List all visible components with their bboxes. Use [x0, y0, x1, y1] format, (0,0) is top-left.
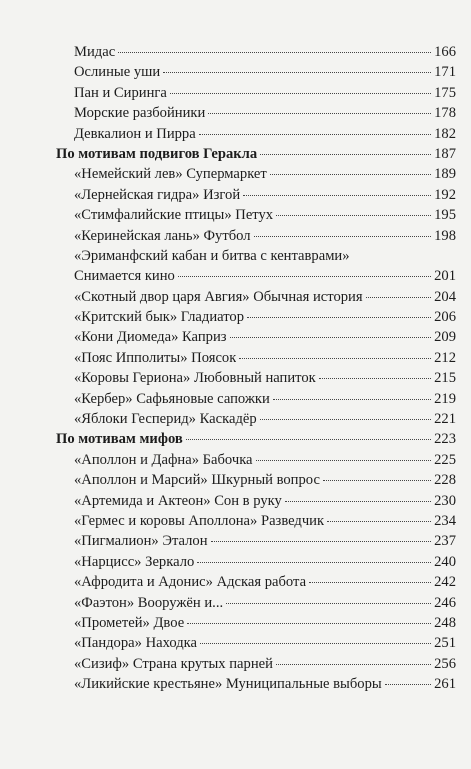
toc-page-number: 182: [434, 125, 456, 142]
toc-entry: [56, 164, 456, 184]
toc-page-number: 195: [434, 207, 456, 224]
toc-entry-title: По мотивам подвигов Геракла: [56, 145, 258, 162]
toc-entry: [56, 613, 456, 633]
toc-entry: [56, 205, 456, 225]
toc-entry: [56, 368, 456, 388]
dot-leader: [273, 399, 431, 400]
dot-leader: [178, 276, 431, 277]
toc-entry-title: «Аполлон и Дафна» Бабочка: [74, 451, 253, 468]
toc-entry: [56, 103, 456, 123]
toc-entry: [56, 409, 456, 429]
dot-leader: [197, 562, 431, 563]
toc-page-number: 221: [434, 411, 456, 428]
toc-entry-title: Ослиные уши: [74, 64, 161, 81]
toc-entry: [56, 593, 456, 613]
dot-leader: [276, 215, 431, 216]
toc-entry-title: Морские разбойники: [74, 105, 206, 122]
toc-entry: [56, 491, 456, 511]
toc-entry-title: «Фаэтон» Вооружён и...: [74, 594, 224, 611]
toc-entry: [56, 83, 456, 103]
toc-entry-title: «Керинейская лань» Футбол: [74, 227, 251, 244]
toc-page-number: 204: [434, 288, 456, 305]
dot-leader: [226, 603, 431, 604]
dot-leader: [243, 195, 431, 196]
toc-page-number: 209: [434, 329, 456, 346]
toc-entry: [56, 287, 456, 307]
toc-entry: [56, 307, 456, 327]
dot-leader: [366, 297, 431, 298]
dot-leader: [309, 582, 431, 583]
toc-entry: [56, 552, 456, 572]
toc-entry: [56, 511, 456, 531]
toc-entry-title: «Кербер» Сафьяновые сапожки: [74, 390, 270, 407]
toc-page-number: 225: [434, 451, 456, 468]
toc-section-heading: [56, 429, 456, 449]
toc-entry: [56, 654, 456, 674]
toc-entry-title: Девкалион и Пирра: [74, 125, 196, 142]
toc-entry-title: «Прометей» Двое: [74, 614, 185, 631]
toc-entry: [56, 266, 456, 286]
toc-entry: [56, 246, 456, 266]
dot-leader: [118, 52, 431, 53]
dot-leader: [254, 236, 431, 237]
toc-entry-title: «Пигмалион» Эталон: [74, 533, 208, 550]
toc-page-number: 228: [434, 472, 456, 489]
dot-leader: [186, 439, 431, 440]
dot-leader: [260, 154, 431, 155]
dot-leader: [385, 684, 431, 685]
toc-entry-title: «Кони Диомеда» Каприз: [74, 329, 227, 346]
dot-leader: [239, 358, 431, 359]
toc-page-number: 237: [434, 533, 456, 550]
dot-leader: [230, 337, 431, 338]
toc-entry: [56, 450, 456, 470]
toc-entry: [56, 470, 456, 490]
toc-page-number: 171: [434, 64, 456, 81]
toc-entry: [56, 62, 456, 82]
dot-leader: [256, 460, 431, 461]
toc-entry-title: «Аполлон и Марсий» Шкурный вопрос: [74, 472, 320, 489]
toc-page-number: 256: [434, 655, 456, 672]
toc-entry-title: «Гермес и коровы Аполлона» Разведчик: [74, 512, 325, 529]
dot-leader: [260, 419, 431, 420]
dot-leader: [247, 317, 431, 318]
toc-page-number: 246: [434, 594, 456, 611]
toc-entry-title: «Немейский лев» Супермаркет: [74, 166, 267, 183]
table-of-contents: [56, 42, 456, 695]
dot-leader: [200, 643, 431, 644]
dot-leader: [211, 541, 431, 542]
toc-page-number: 215: [434, 370, 456, 387]
dot-leader: [319, 378, 431, 379]
dot-leader: [270, 174, 431, 175]
toc-page-number: 166: [434, 44, 456, 60]
toc-page-number: 251: [434, 635, 456, 652]
toc-entry-title: Снимается кино: [74, 268, 175, 285]
toc-page-number: 261: [434, 676, 456, 693]
toc-page-number: 223: [434, 431, 456, 448]
dot-leader: [163, 72, 431, 73]
toc-entry: [56, 348, 456, 368]
toc-entry: [56, 327, 456, 347]
toc-entry-title: «Скотный двор царя Авгия» Обычная история: [74, 288, 363, 305]
toc-entry: [56, 389, 456, 409]
toc-page-number: 206: [434, 309, 456, 326]
dot-leader: [276, 664, 431, 665]
dot-leader: [187, 623, 431, 624]
toc-entry-title: «Стимфалийские птицы» Петух: [74, 207, 274, 224]
toc-page-number: 201: [434, 268, 456, 285]
toc-page-number: 198: [434, 227, 456, 244]
toc-entry-title: «Коровы Гериона» Любовный напиток: [74, 370, 316, 387]
dot-leader: [170, 93, 431, 94]
toc-page-number: 240: [434, 553, 456, 570]
toc-entry: [56, 42, 456, 62]
toc-section-heading: [56, 144, 456, 164]
toc-entry: [56, 531, 456, 551]
dot-leader: [285, 501, 431, 502]
toc-entry-title: «Артемида и Актеон» Сон в руку: [74, 492, 282, 509]
toc-entry-title: Мидас: [74, 44, 116, 60]
toc-page-number: 248: [434, 614, 456, 631]
toc-page-number: 234: [434, 512, 456, 529]
toc-entry-title: «Ликийские крестьяне» Муниципальные выборы: [74, 676, 382, 693]
toc-entry-title: По мотивам мифов: [56, 431, 183, 448]
toc-entry: [56, 633, 456, 653]
toc-page-number: 219: [434, 390, 456, 407]
toc-page-number: 192: [434, 186, 456, 203]
toc-page-number: 189: [434, 166, 456, 183]
toc-entry-title: «Эриманфский кабан и битва с кентаврами»: [74, 247, 350, 264]
toc-entry: [56, 185, 456, 205]
dot-leader: [327, 521, 431, 522]
toc-entry: [56, 572, 456, 592]
toc-entry-title: Пан и Сиринга: [74, 84, 167, 101]
toc-entry: [56, 226, 456, 246]
toc-entry-title: «Критский бык» Гладиатор: [74, 309, 245, 326]
toc-page-number: 175: [434, 84, 456, 101]
dot-leader: [208, 113, 431, 114]
toc-page-number: 178: [434, 105, 456, 122]
toc-page-number: 212: [434, 349, 456, 366]
toc-entry: [56, 124, 456, 144]
toc-entry-title: «Нарцисс» Зеркало: [74, 553, 195, 570]
toc-page-number: 242: [434, 574, 456, 591]
toc-entry-title: «Яблоки Гесперид» Каскадёр: [74, 411, 257, 428]
dot-leader: [323, 480, 431, 481]
toc-entry-title: «Лернейская гидра» Изгой: [74, 186, 241, 203]
toc-page-number: 230: [434, 492, 456, 509]
toc-entry-title: «Пандора» Находка: [74, 635, 197, 652]
toc-entry: [56, 674, 456, 694]
toc-entry-title: «Сизиф» Страна крутых парней: [74, 655, 273, 672]
dot-leader: [199, 134, 431, 135]
toc-page-number: 187: [434, 145, 456, 162]
toc-entry-title: «Афродита и Адонис» Адская работа: [74, 574, 307, 591]
toc-entry-title: «Пояс Ипполиты» Поясок: [74, 349, 237, 366]
